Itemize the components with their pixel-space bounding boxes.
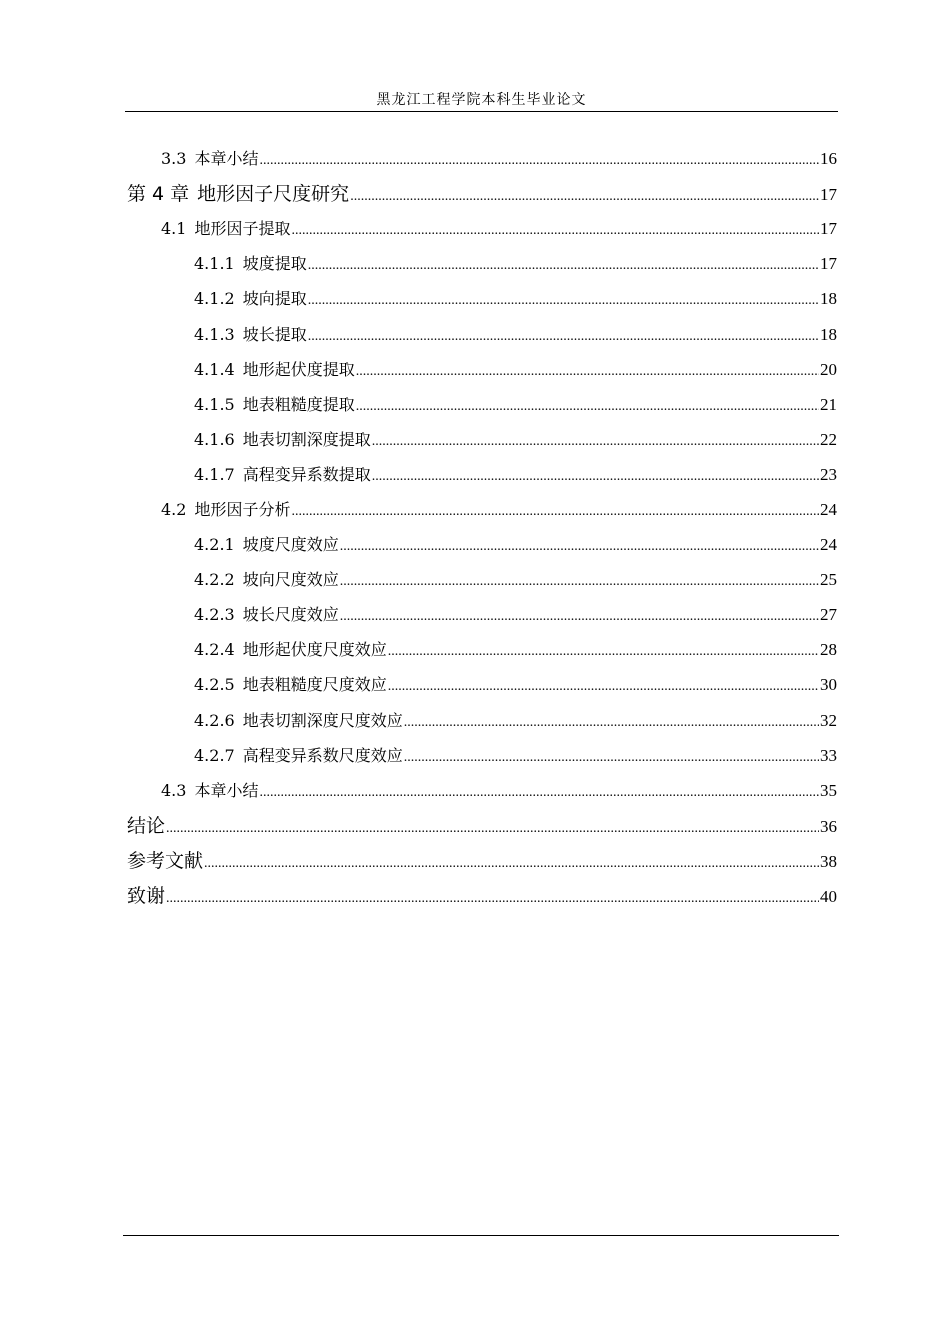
toc-entry[interactable] xyxy=(0,737,950,772)
toc-entry-inner xyxy=(194,708,837,731)
toc-entry-inner xyxy=(194,462,837,485)
toc-entry-title: 地形因子尺度研究 xyxy=(197,183,350,206)
toc-entry-title: 坡向提取 xyxy=(242,289,307,309)
footer-rule xyxy=(123,1235,839,1236)
toc-leader-dots xyxy=(372,434,819,450)
toc-page-number: 21 xyxy=(820,394,837,414)
toc-leader-dots xyxy=(259,153,819,169)
toc-entry[interactable] xyxy=(0,877,950,912)
toc-entry-number: 4.1 xyxy=(161,219,187,239)
toc-entry-inner xyxy=(161,778,837,801)
toc-page-number: 17 xyxy=(820,219,837,239)
toc-leader-dots xyxy=(308,293,819,309)
toc-entry-title: 致谢 xyxy=(127,885,166,908)
toc-entry[interactable] xyxy=(0,702,950,737)
toc-entry-label xyxy=(161,497,290,520)
toc-entry-label xyxy=(194,532,339,555)
toc-entry-inner xyxy=(161,146,837,169)
toc-entry-label xyxy=(194,567,339,590)
toc-entry-label xyxy=(194,637,387,660)
toc-entry-label xyxy=(194,672,387,695)
toc-entry-title: 结论 xyxy=(127,814,166,837)
toc-leader-dots xyxy=(291,504,819,520)
toc-leader-dots xyxy=(356,399,819,415)
toc-entry-label xyxy=(194,427,371,450)
toc-entry-inner xyxy=(194,427,837,450)
toc-entry-label xyxy=(194,743,403,766)
toc-entry-inner xyxy=(194,567,837,590)
toc-entry-inner xyxy=(127,179,837,206)
toc-entry-label xyxy=(194,462,371,485)
toc-entry-inner xyxy=(194,357,837,380)
toc-entry-inner xyxy=(194,602,837,625)
toc-page-number: 35 xyxy=(820,780,837,800)
toc-entry-label xyxy=(161,216,290,239)
toc-entry[interactable] xyxy=(0,351,950,386)
toc-entry-number: 第 4 章 xyxy=(127,183,190,206)
toc-entry[interactable] xyxy=(0,772,950,807)
toc-leader-dots xyxy=(308,258,819,274)
toc-entry-number: 4.1.3 xyxy=(194,324,235,344)
toc-entry[interactable] xyxy=(0,140,950,175)
toc-entry-title: 坡长尺度效应 xyxy=(242,605,339,625)
toc-entry-inner xyxy=(194,392,837,415)
toc-page-number: 22 xyxy=(820,429,837,449)
toc-page-number: 33 xyxy=(820,745,837,765)
toc-entry-label xyxy=(127,846,203,873)
toc-entry-title: 高程变异系数尺度效应 xyxy=(242,745,403,765)
toc-leader-dots xyxy=(204,856,819,872)
toc-entry-label xyxy=(194,251,307,274)
toc-entry-number: 4.2.7 xyxy=(194,745,235,765)
toc-page-number: 17 xyxy=(820,254,837,274)
toc-entry-number: 4.1.1 xyxy=(194,254,235,274)
toc-page-number: 30 xyxy=(820,675,837,695)
toc-entry-number: 4.2.2 xyxy=(194,570,235,590)
toc-entry-label xyxy=(194,286,307,309)
toc-entry[interactable] xyxy=(0,245,950,280)
toc-entry-number: 4.2.3 xyxy=(194,605,235,625)
toc-page-number: 27 xyxy=(820,605,837,625)
toc-page-number: 17 xyxy=(820,185,837,205)
toc-leader-dots xyxy=(388,679,819,695)
toc-entry-title: 地表切割深度提取 xyxy=(242,429,371,449)
toc-entry-label xyxy=(127,881,165,908)
toc-entry[interactable] xyxy=(0,421,950,456)
toc-entry-label xyxy=(161,146,258,169)
toc-page-number: 28 xyxy=(820,640,837,660)
toc-entry-number: 4.1.2 xyxy=(194,289,235,309)
toc-entry[interactable] xyxy=(0,175,950,210)
toc-entry-inner xyxy=(194,672,837,695)
toc-entry[interactable] xyxy=(0,315,950,350)
running-header-title: 黑龙江工程学院本科生毕业论文 xyxy=(376,92,587,108)
toc-entry[interactable] xyxy=(0,842,950,877)
toc-entry-inner xyxy=(194,532,837,555)
toc-entry-title: 参考文献 xyxy=(127,849,204,872)
toc-leader-dots xyxy=(308,329,819,345)
toc-entry-number: 4.2 xyxy=(161,499,187,519)
toc-page-number: 40 xyxy=(820,887,837,907)
toc-leader-dots xyxy=(291,223,819,239)
toc-entry-label xyxy=(127,179,349,206)
toc-entry-inner xyxy=(194,637,837,660)
toc-entry-title: 地表粗糙度尺度效应 xyxy=(242,675,387,695)
toc-entry-label xyxy=(194,357,355,380)
toc-entry-label xyxy=(194,392,355,415)
toc-entry-number: 4.2.6 xyxy=(194,710,235,730)
toc-entry-number: 4.2.5 xyxy=(194,675,235,695)
toc-entry-number: 4.2.1 xyxy=(194,535,235,555)
toc-entry-inner xyxy=(127,881,837,908)
toc-page-number: 18 xyxy=(820,289,837,309)
toc-entry[interactable] xyxy=(0,456,950,491)
toc-entry[interactable] xyxy=(0,526,950,561)
toc-entry-label xyxy=(194,322,307,345)
toc-entry-label xyxy=(194,602,339,625)
toc-entry-title: 地形因子提取 xyxy=(194,219,291,239)
toc-page-number: 24 xyxy=(820,535,837,555)
toc-entry-title: 地形起伏度尺度效应 xyxy=(242,640,387,660)
toc-entry-title: 地形起伏度提取 xyxy=(242,359,355,379)
toc-entry[interactable] xyxy=(0,210,950,245)
toc-entry-inner xyxy=(194,286,837,309)
toc-entry-title: 高程变异系数提取 xyxy=(242,464,371,484)
toc-entry-title: 坡长提取 xyxy=(242,324,307,344)
toc-entry-title: 坡度提取 xyxy=(242,254,307,274)
toc-entry-title: 地表粗糙度提取 xyxy=(242,394,355,414)
toc-page-number: 38 xyxy=(820,851,837,871)
toc-leader-dots xyxy=(166,891,819,907)
table-of-contents xyxy=(0,140,950,912)
toc-page-number: 36 xyxy=(820,816,837,836)
toc-leader-dots xyxy=(356,364,819,380)
toc-leader-dots xyxy=(166,821,819,837)
toc-page-number: 20 xyxy=(820,359,837,379)
toc-entry-inner xyxy=(194,251,837,274)
toc-page-number: 32 xyxy=(820,710,837,730)
toc-leader-dots xyxy=(350,189,819,205)
toc-entry-title: 地表切割深度尺度效应 xyxy=(242,710,403,730)
toc-entry-inner xyxy=(127,811,837,838)
toc-entry-number: 4.1.6 xyxy=(194,429,235,449)
toc-leader-dots xyxy=(372,469,819,485)
toc-leader-dots xyxy=(259,785,819,801)
toc-entry[interactable] xyxy=(0,386,950,421)
toc-entry-number: 4.1.4 xyxy=(194,359,235,379)
toc-entry-title: 坡向尺度效应 xyxy=(242,570,339,590)
toc-entry-title: 地形因子分析 xyxy=(194,499,291,519)
toc-page-number: 25 xyxy=(820,570,837,590)
toc-entry[interactable] xyxy=(0,807,950,842)
toc-entry[interactable] xyxy=(0,631,950,666)
toc-page-number: 23 xyxy=(820,464,837,484)
header-rule xyxy=(125,111,838,112)
toc-entry-number: 4.1.5 xyxy=(194,394,235,414)
toc-entry[interactable] xyxy=(0,561,950,596)
toc-leader-dots xyxy=(340,574,819,590)
toc-entry-inner xyxy=(194,322,837,345)
toc-entry-inner xyxy=(194,743,837,766)
toc-entry[interactable] xyxy=(0,280,950,315)
toc-entry-label xyxy=(127,811,165,838)
toc-entry-number: 4.3 xyxy=(161,780,187,800)
toc-page-number: 18 xyxy=(820,324,837,344)
toc-entry-inner xyxy=(161,497,837,520)
toc-entry-title: 本章小结 xyxy=(194,149,259,169)
toc-entry[interactable] xyxy=(0,596,950,631)
toc-leader-dots xyxy=(404,715,819,731)
toc-entry-number: 3.3 xyxy=(161,149,187,169)
toc-leader-dots xyxy=(388,644,819,660)
toc-entry-title: 坡度尺度效应 xyxy=(242,535,339,555)
toc-entry-number: 4.2.4 xyxy=(194,640,235,660)
toc-leader-dots xyxy=(340,539,819,555)
toc-page-number: 16 xyxy=(820,149,837,169)
toc-entry-number: 4.1.7 xyxy=(194,464,235,484)
toc-entry-inner xyxy=(127,846,837,873)
toc-leader-dots xyxy=(404,750,819,766)
toc-entry[interactable] xyxy=(0,491,950,526)
toc-entry-inner xyxy=(161,216,837,239)
toc-entry[interactable] xyxy=(0,666,950,701)
toc-leader-dots xyxy=(340,609,819,625)
toc-page-number: 24 xyxy=(820,499,837,519)
toc-entry-label xyxy=(161,778,258,801)
toc-entry-label xyxy=(194,708,403,731)
toc-entry-title: 本章小结 xyxy=(194,780,259,800)
